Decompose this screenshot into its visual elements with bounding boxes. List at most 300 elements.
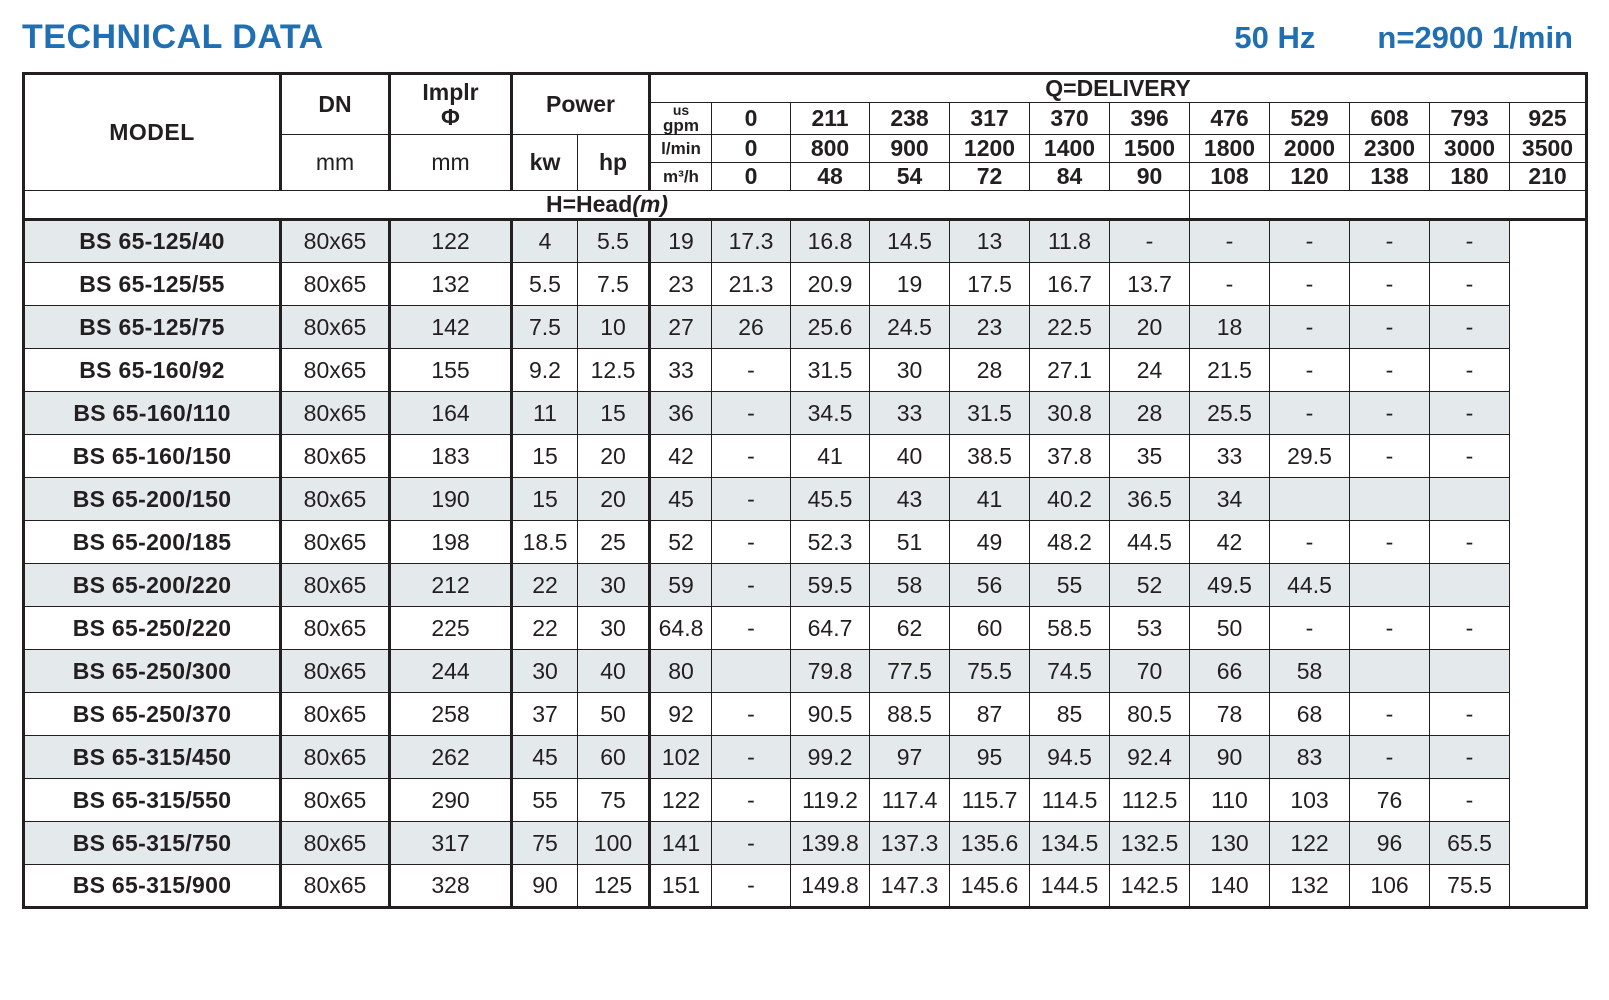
flow-usgpm-7: 529 bbox=[1270, 103, 1350, 135]
cell-impeller: 190 bbox=[390, 478, 512, 521]
cell-head-7: 34 bbox=[1190, 478, 1270, 521]
header-model: MODEL bbox=[24, 74, 281, 191]
flow-usgpm-4: 370 bbox=[1030, 103, 1110, 135]
cell-kw: 37 bbox=[512, 693, 578, 736]
cell-dn: 80x65 bbox=[281, 306, 390, 349]
cell-kw: 11 bbox=[512, 392, 578, 435]
cell-impeller: 262 bbox=[390, 736, 512, 779]
cell-head-1: - bbox=[712, 521, 791, 564]
cell-head-3: 40 bbox=[870, 435, 950, 478]
cell-hp: 30 bbox=[578, 607, 650, 650]
cell-model: BS 65-125/75 bbox=[24, 306, 281, 349]
cell-head-2: 149.8 bbox=[791, 865, 870, 908]
cell-head-7: 18 bbox=[1190, 306, 1270, 349]
cell-model: BS 65-160/92 bbox=[24, 349, 281, 392]
cell-head-1: - bbox=[712, 865, 791, 908]
flow-m3h-6: 108 bbox=[1190, 163, 1270, 191]
cell-head-4: 135.6 bbox=[950, 822, 1030, 865]
cell-head-5: 27.1 bbox=[1030, 349, 1110, 392]
cell-head-3: 51 bbox=[870, 521, 950, 564]
header-impeller-label: Implr bbox=[422, 79, 479, 106]
cell-kw: 18.5 bbox=[512, 521, 578, 564]
cell-head-3: 117.4 bbox=[870, 779, 950, 822]
cell-head-9: 76 bbox=[1350, 779, 1430, 822]
cell-hp: 25 bbox=[578, 521, 650, 564]
cell-model: BS 65-250/220 bbox=[24, 607, 281, 650]
cell-head-5: 48.2 bbox=[1030, 521, 1110, 564]
table-row bbox=[24, 693, 1587, 736]
cell-dn: 80x65 bbox=[281, 478, 390, 521]
table-row bbox=[24, 392, 1587, 435]
cell-head-0: 64.8 bbox=[650, 607, 712, 650]
table-row bbox=[24, 435, 1587, 478]
cell-hp: 125 bbox=[578, 865, 650, 908]
cell-impeller: 258 bbox=[390, 693, 512, 736]
cell-head-8: 44.5 bbox=[1270, 564, 1350, 607]
cell-head-3: 97 bbox=[870, 736, 950, 779]
flow-usgpm-6: 476 bbox=[1190, 103, 1270, 135]
table-row bbox=[24, 865, 1587, 908]
cell-model: BS 65-160/150 bbox=[24, 435, 281, 478]
cell-dn: 80x65 bbox=[281, 822, 390, 865]
cell-head-10: - bbox=[1430, 435, 1510, 478]
flow-lmin-7: 2000 bbox=[1270, 135, 1350, 163]
table-row bbox=[24, 349, 1587, 392]
cell-head-3: 24.5 bbox=[870, 306, 950, 349]
cell-model: BS 65-125/55 bbox=[24, 263, 281, 306]
flow-m3h-3: 72 bbox=[950, 163, 1030, 191]
cell-impeller: 212 bbox=[390, 564, 512, 607]
flow-usgpm-1: 211 bbox=[791, 103, 870, 135]
table-row bbox=[24, 220, 1587, 263]
flow-usgpm-9: 793 bbox=[1430, 103, 1510, 135]
cell-head-9: - bbox=[1350, 521, 1430, 564]
cell-head-8: 122 bbox=[1270, 822, 1350, 865]
cell-head-1: 17.3 bbox=[712, 220, 791, 263]
cell-head-10: - bbox=[1430, 736, 1510, 779]
cell-head-7: 110 bbox=[1190, 779, 1270, 822]
table-body bbox=[24, 220, 1587, 908]
cell-head-0: 122 bbox=[650, 779, 712, 822]
cell-impeller: 183 bbox=[390, 435, 512, 478]
cell-head-5: 74.5 bbox=[1030, 650, 1110, 693]
cell-head-3: 88.5 bbox=[870, 693, 950, 736]
cell-head-9 bbox=[1350, 478, 1430, 521]
cell-kw: 15 bbox=[512, 478, 578, 521]
cell-head-0: 23 bbox=[650, 263, 712, 306]
cell-dn: 80x65 bbox=[281, 693, 390, 736]
cell-dn: 80x65 bbox=[281, 736, 390, 779]
header-impeller bbox=[390, 74, 512, 135]
cell-dn: 80x65 bbox=[281, 779, 390, 822]
cell-head-0: 36 bbox=[650, 392, 712, 435]
cell-head-10: - bbox=[1430, 693, 1510, 736]
cell-model: BS 65-315/900 bbox=[24, 865, 281, 908]
cell-head-6: 80.5 bbox=[1110, 693, 1190, 736]
cell-head-6: 13.7 bbox=[1110, 263, 1190, 306]
table-row bbox=[24, 478, 1587, 521]
cell-kw: 9.2 bbox=[512, 349, 578, 392]
cell-head-7: 42 bbox=[1190, 521, 1270, 564]
cell-impeller: 142 bbox=[390, 306, 512, 349]
cell-head-3: 19 bbox=[870, 263, 950, 306]
cell-head-5: 144.5 bbox=[1030, 865, 1110, 908]
header-impeller-unit: mm bbox=[390, 135, 512, 191]
cell-head-10: - bbox=[1430, 607, 1510, 650]
cell-head-5: 85 bbox=[1030, 693, 1110, 736]
cell-head-4: 56 bbox=[950, 564, 1030, 607]
cell-head-9: - bbox=[1350, 220, 1430, 263]
cell-head-6: 92.4 bbox=[1110, 736, 1190, 779]
cell-head-2: 16.8 bbox=[791, 220, 870, 263]
cell-hp: 12.5 bbox=[578, 349, 650, 392]
flow-lmin-8: 2300 bbox=[1350, 135, 1430, 163]
flow-lmin-1: 800 bbox=[791, 135, 870, 163]
cell-head-1: - bbox=[712, 736, 791, 779]
table-row bbox=[24, 822, 1587, 865]
cell-head-7: 130 bbox=[1190, 822, 1270, 865]
cell-head-5: 94.5 bbox=[1030, 736, 1110, 779]
cell-head-8: - bbox=[1270, 306, 1350, 349]
cell-head-5: 114.5 bbox=[1030, 779, 1110, 822]
cell-head-6: 24 bbox=[1110, 349, 1190, 392]
cell-head-1 bbox=[712, 650, 791, 693]
technical-data-table bbox=[22, 72, 1588, 909]
header-rate-m3h: m³/h bbox=[650, 163, 712, 191]
cell-head-9: - bbox=[1350, 306, 1430, 349]
cell-head-2: 139.8 bbox=[791, 822, 870, 865]
flow-m3h-0: 0 bbox=[712, 163, 791, 191]
flow-m3h-5: 90 bbox=[1110, 163, 1190, 191]
cell-model: BS 65-200/185 bbox=[24, 521, 281, 564]
cell-head-8: 83 bbox=[1270, 736, 1350, 779]
cell-head-4: 145.6 bbox=[950, 865, 1030, 908]
cell-dn: 80x65 bbox=[281, 521, 390, 564]
flow-usgpm-0: 0 bbox=[712, 103, 791, 135]
flow-usgpm-10: 925 bbox=[1510, 103, 1587, 135]
cell-dn: 80x65 bbox=[281, 392, 390, 435]
flow-m3h-4: 84 bbox=[1030, 163, 1110, 191]
cell-head-5: 55 bbox=[1030, 564, 1110, 607]
header-delivery: Q=DELIVERY bbox=[650, 74, 1587, 103]
cell-head-0: 92 bbox=[650, 693, 712, 736]
cell-impeller: 317 bbox=[390, 822, 512, 865]
cell-head-0: 151 bbox=[650, 865, 712, 908]
cell-kw: 90 bbox=[512, 865, 578, 908]
cell-head-1: 21.3 bbox=[712, 263, 791, 306]
flow-usgpm-3: 317 bbox=[950, 103, 1030, 135]
cell-head-9: 106 bbox=[1350, 865, 1430, 908]
cell-head-0: 102 bbox=[650, 736, 712, 779]
cell-head-10: 75.5 bbox=[1430, 865, 1510, 908]
cell-head-3: 62 bbox=[870, 607, 950, 650]
cell-head-8 bbox=[1270, 478, 1350, 521]
cell-dn: 80x65 bbox=[281, 349, 390, 392]
cell-head-8: - bbox=[1270, 349, 1350, 392]
cell-kw: 15 bbox=[512, 435, 578, 478]
cell-head-2: 79.8 bbox=[791, 650, 870, 693]
cell-kw: 22 bbox=[512, 607, 578, 650]
cell-head-3: 137.3 bbox=[870, 822, 950, 865]
cell-kw: 4 bbox=[512, 220, 578, 263]
cell-head-5: 22.5 bbox=[1030, 306, 1110, 349]
cell-kw: 22 bbox=[512, 564, 578, 607]
cell-head-9: - bbox=[1350, 693, 1430, 736]
cell-head-3: 33 bbox=[870, 392, 950, 435]
cell-head-1: - bbox=[712, 693, 791, 736]
cell-model: BS 65-250/370 bbox=[24, 693, 281, 736]
cell-head-4: 28 bbox=[950, 349, 1030, 392]
cell-head-8: - bbox=[1270, 263, 1350, 306]
header-impeller-symbol: Φ bbox=[441, 103, 460, 130]
cell-head-9: - bbox=[1350, 435, 1430, 478]
cell-head-9 bbox=[1350, 564, 1430, 607]
cell-impeller: 225 bbox=[390, 607, 512, 650]
cell-hp: 75 bbox=[578, 779, 650, 822]
cell-hp: 50 bbox=[578, 693, 650, 736]
cell-head-0: 59 bbox=[650, 564, 712, 607]
flow-lmin-5: 1500 bbox=[1110, 135, 1190, 163]
cell-head-0: 80 bbox=[650, 650, 712, 693]
cell-head-8: - bbox=[1270, 607, 1350, 650]
header-row-delivery bbox=[24, 74, 1587, 103]
cell-model: BS 65-315/750 bbox=[24, 822, 281, 865]
cell-head-4: 75.5 bbox=[950, 650, 1030, 693]
cell-head-10: - bbox=[1430, 521, 1510, 564]
cell-dn: 80x65 bbox=[281, 865, 390, 908]
cell-head-9: - bbox=[1350, 392, 1430, 435]
cell-head-4: 23 bbox=[950, 306, 1030, 349]
cell-head-2: 45.5 bbox=[791, 478, 870, 521]
cell-head-0: 141 bbox=[650, 822, 712, 865]
cell-head-6: 132.5 bbox=[1110, 822, 1190, 865]
cell-head-0: 19 bbox=[650, 220, 712, 263]
header-rate-usgpm bbox=[650, 103, 712, 135]
header-rate-usgpm-sup: us bbox=[672, 102, 690, 118]
flow-m3h-10: 210 bbox=[1510, 163, 1587, 191]
cell-head-1: - bbox=[712, 435, 791, 478]
cell-head-5: 11.8 bbox=[1030, 220, 1110, 263]
cell-head-10: - bbox=[1430, 779, 1510, 822]
frequency-label: 50 Hz bbox=[1234, 20, 1316, 55]
cell-head-6: 44.5 bbox=[1110, 521, 1190, 564]
cell-head-4: 31.5 bbox=[950, 392, 1030, 435]
cell-model: BS 65-200/150 bbox=[24, 478, 281, 521]
cell-head-7: 66 bbox=[1190, 650, 1270, 693]
cell-hp: 5.5 bbox=[578, 220, 650, 263]
cell-head-6: 20 bbox=[1110, 306, 1190, 349]
cell-head-0: 27 bbox=[650, 306, 712, 349]
cell-head-5: 16.7 bbox=[1030, 263, 1110, 306]
flow-m3h-1: 48 bbox=[791, 163, 870, 191]
cell-head-8: 29.5 bbox=[1270, 435, 1350, 478]
cell-head-10: - bbox=[1430, 392, 1510, 435]
cell-impeller: 164 bbox=[390, 392, 512, 435]
cell-head-1: - bbox=[712, 822, 791, 865]
cell-head-8: 103 bbox=[1270, 779, 1350, 822]
cell-head-2: 99.2 bbox=[791, 736, 870, 779]
cell-impeller: 198 bbox=[390, 521, 512, 564]
flow-m3h-8: 138 bbox=[1350, 163, 1430, 191]
cell-hp: 100 bbox=[578, 822, 650, 865]
cell-kw: 30 bbox=[512, 650, 578, 693]
cell-hp: 60 bbox=[578, 736, 650, 779]
flow-lmin-4: 1400 bbox=[1030, 135, 1110, 163]
cell-kw: 45 bbox=[512, 736, 578, 779]
cell-hp: 10 bbox=[578, 306, 650, 349]
table-row bbox=[24, 521, 1587, 564]
cell-head-9: - bbox=[1350, 736, 1430, 779]
page-title: TECHNICAL DATA bbox=[22, 18, 324, 56]
cell-kw: 75 bbox=[512, 822, 578, 865]
flow-lmin-3: 1200 bbox=[950, 135, 1030, 163]
table-row bbox=[24, 306, 1587, 349]
cell-head-0: 33 bbox=[650, 349, 712, 392]
cell-head-2: 31.5 bbox=[791, 349, 870, 392]
cell-head-3: 14.5 bbox=[870, 220, 950, 263]
table-row bbox=[24, 650, 1587, 693]
cell-head-9: - bbox=[1350, 607, 1430, 650]
cell-head-2: 59.5 bbox=[791, 564, 870, 607]
cell-hp: 20 bbox=[578, 435, 650, 478]
flow-m3h-9: 180 bbox=[1430, 163, 1510, 191]
cell-head-8: - bbox=[1270, 521, 1350, 564]
cell-head-6: 112.5 bbox=[1110, 779, 1190, 822]
cell-dn: 80x65 bbox=[281, 564, 390, 607]
cell-head-0: 52 bbox=[650, 521, 712, 564]
cell-head-5: 30.8 bbox=[1030, 392, 1110, 435]
cell-head-9: 96 bbox=[1350, 822, 1430, 865]
cell-kw: 55 bbox=[512, 779, 578, 822]
table-header bbox=[24, 74, 1587, 220]
cell-model: BS 65-315/450 bbox=[24, 736, 281, 779]
cell-head-1: - bbox=[712, 478, 791, 521]
flow-lmin-10: 3500 bbox=[1510, 135, 1587, 163]
table-row bbox=[24, 736, 1587, 779]
cell-head-8: 68 bbox=[1270, 693, 1350, 736]
cell-head-9 bbox=[1350, 650, 1430, 693]
cell-impeller: 290 bbox=[390, 779, 512, 822]
cell-model: BS 65-250/300 bbox=[24, 650, 281, 693]
cell-dn: 80x65 bbox=[281, 220, 390, 263]
flow-usgpm-2: 238 bbox=[870, 103, 950, 135]
cell-head-2: 20.9 bbox=[791, 263, 870, 306]
cell-head-6: 53 bbox=[1110, 607, 1190, 650]
cell-head-8: 58 bbox=[1270, 650, 1350, 693]
table-row bbox=[24, 607, 1587, 650]
cell-head-6: 36.5 bbox=[1110, 478, 1190, 521]
header-dn: DN bbox=[281, 74, 390, 135]
table-row bbox=[24, 779, 1587, 822]
page-header bbox=[22, 18, 1587, 72]
cell-head-7: - bbox=[1190, 220, 1270, 263]
cell-head-10: - bbox=[1430, 220, 1510, 263]
cell-head-6: 28 bbox=[1110, 392, 1190, 435]
cell-model: BS 65-200/220 bbox=[24, 564, 281, 607]
cell-head-3: 58 bbox=[870, 564, 950, 607]
cell-head-5: 58.5 bbox=[1030, 607, 1110, 650]
cell-head-5: 40.2 bbox=[1030, 478, 1110, 521]
cell-model: BS 65-315/550 bbox=[24, 779, 281, 822]
cell-head-10: - bbox=[1430, 349, 1510, 392]
cell-impeller: 155 bbox=[390, 349, 512, 392]
cell-model: BS 65-125/40 bbox=[24, 220, 281, 263]
cell-head-1: - bbox=[712, 392, 791, 435]
cell-head-4: 41 bbox=[950, 478, 1030, 521]
flow-usgpm-5: 396 bbox=[1110, 103, 1190, 135]
header-rate-usgpm-main: gpm bbox=[663, 116, 699, 135]
header-head-unit: (m) bbox=[632, 191, 669, 217]
cell-head-1: - bbox=[712, 779, 791, 822]
cell-head-7: 78 bbox=[1190, 693, 1270, 736]
cell-impeller: 122 bbox=[390, 220, 512, 263]
header-dn-unit: mm bbox=[281, 135, 390, 191]
cell-head-4: 49 bbox=[950, 521, 1030, 564]
cell-head-4: 17.5 bbox=[950, 263, 1030, 306]
cell-head-10 bbox=[1430, 650, 1510, 693]
cell-head-3: 77.5 bbox=[870, 650, 950, 693]
cell-head-7: 25.5 bbox=[1190, 392, 1270, 435]
cell-head-6: 70 bbox=[1110, 650, 1190, 693]
table-row bbox=[24, 564, 1587, 607]
flow-m3h-2: 54 bbox=[870, 163, 950, 191]
header-row-head bbox=[24, 191, 1587, 220]
cell-head-4: 115.7 bbox=[950, 779, 1030, 822]
cell-head-3: 147.3 bbox=[870, 865, 950, 908]
cell-head-8: 132 bbox=[1270, 865, 1350, 908]
cell-hp: 20 bbox=[578, 478, 650, 521]
cell-head-7: - bbox=[1190, 263, 1270, 306]
cell-head-7: 90 bbox=[1190, 736, 1270, 779]
cell-head-6: - bbox=[1110, 220, 1190, 263]
cell-head-2: 52.3 bbox=[791, 521, 870, 564]
cell-head-9: - bbox=[1350, 349, 1430, 392]
cell-kw: 5.5 bbox=[512, 263, 578, 306]
cell-dn: 80x65 bbox=[281, 650, 390, 693]
cell-head-0: 42 bbox=[650, 435, 712, 478]
cell-impeller: 328 bbox=[390, 865, 512, 908]
cell-head-10: - bbox=[1430, 263, 1510, 306]
cell-head-10 bbox=[1430, 564, 1510, 607]
cell-dn: 80x65 bbox=[281, 263, 390, 306]
cell-head-2: 25.6 bbox=[791, 306, 870, 349]
cell-head-7: 49.5 bbox=[1190, 564, 1270, 607]
cell-dn: 80x65 bbox=[281, 435, 390, 478]
cell-hp: 15 bbox=[578, 392, 650, 435]
header-power-unit-hp: hp bbox=[578, 135, 650, 191]
cell-head-8: - bbox=[1270, 220, 1350, 263]
flow-lmin-6: 1800 bbox=[1190, 135, 1270, 163]
cell-head-4: 87 bbox=[950, 693, 1030, 736]
cell-head-1: - bbox=[712, 349, 791, 392]
cell-head-6: 52 bbox=[1110, 564, 1190, 607]
flow-m3h-7: 120 bbox=[1270, 163, 1350, 191]
cell-dn: 80x65 bbox=[281, 607, 390, 650]
cell-head-7: 21.5 bbox=[1190, 349, 1270, 392]
cell-head-1: 26 bbox=[712, 306, 791, 349]
header-head-label: H=Head bbox=[545, 191, 633, 217]
header-head bbox=[24, 191, 1190, 220]
cell-head-3: 30 bbox=[870, 349, 950, 392]
cell-head-7: 140 bbox=[1190, 865, 1270, 908]
cell-model: BS 65-160/110 bbox=[24, 392, 281, 435]
cell-head-4: 38.5 bbox=[950, 435, 1030, 478]
cell-head-0: 45 bbox=[650, 478, 712, 521]
cell-head-4: 95 bbox=[950, 736, 1030, 779]
cell-hp: 40 bbox=[578, 650, 650, 693]
flow-lmin-2: 900 bbox=[870, 135, 950, 163]
cell-head-7: 50 bbox=[1190, 607, 1270, 650]
